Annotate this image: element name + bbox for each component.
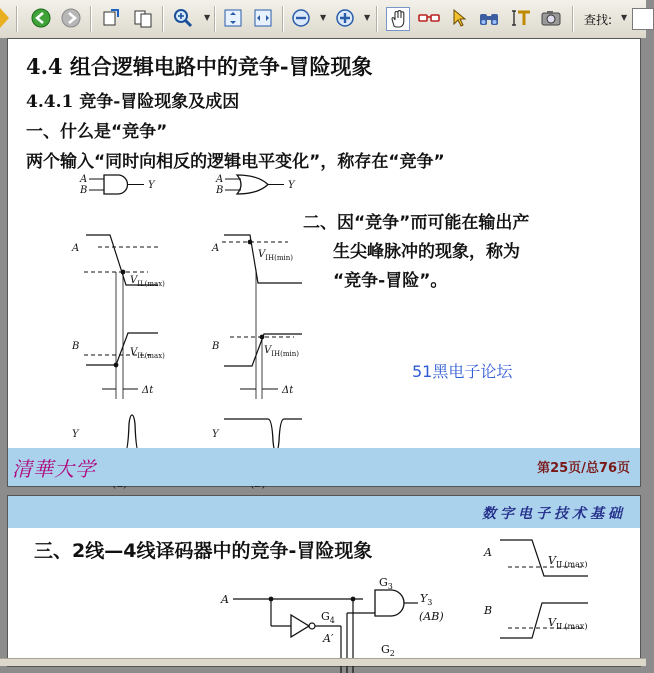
- and-gate-g3: [375, 590, 404, 616]
- vth-symbol: V: [548, 616, 556, 629]
- subsection-heading: 一、什么是“竞争”: [26, 122, 168, 142]
- gate-g3-label: [379, 576, 393, 591]
- output-subscript: 3: [427, 598, 433, 607]
- section-heading: 4.4.1 竞争-冒险现象及成因: [26, 92, 240, 112]
- gate-a-output-y: Y: [148, 180, 155, 191]
- zoom-out-button[interactable]: [290, 7, 312, 29]
- zoom-out-dropdown-icon[interactable]: ▼: [320, 13, 327, 22]
- vth-subscript: IH(min): [265, 254, 293, 262]
- back-arrow-icon: [31, 8, 51, 28]
- status-bar: [0, 658, 646, 666]
- wave-b-label-y: Y: [212, 429, 219, 440]
- gate-subscript: 4: [329, 616, 335, 625]
- wave-b-label-a: A: [212, 243, 220, 254]
- hand-icon: [388, 9, 408, 29]
- page-layout-icon: [133, 8, 153, 28]
- wave-a-delta-t: Δt: [142, 385, 154, 396]
- gate-a-input-a: A: [80, 174, 88, 185]
- wave-a-vth-a: [130, 275, 165, 288]
- plus-circle-icon: [335, 8, 355, 28]
- hand-tool-button[interactable]: [386, 7, 410, 31]
- page-layout-button[interactable]: [132, 7, 154, 29]
- course-title: 数字电子技术基础: [482, 506, 626, 522]
- collapse-arrow-icon[interactable]: [0, 8, 9, 28]
- toolbar-separator: [162, 6, 164, 32]
- toolbar-separator: [214, 6, 216, 32]
- page-title: 三、2线—4线译码器中的竞争-冒险现象: [34, 540, 373, 562]
- rotate-page-icon: [101, 8, 121, 28]
- rotate-page-button[interactable]: [100, 7, 122, 29]
- select-tool-button[interactable]: [448, 7, 470, 29]
- and-gate-a: [79, 174, 156, 196]
- fit-width-button[interactable]: [252, 7, 274, 29]
- gate-g2-label: [381, 643, 395, 658]
- output-y3-expression: (AB): [419, 610, 444, 623]
- reading-glasses-button[interactable]: [418, 7, 440, 29]
- vth-subscript: IL(max): [555, 622, 588, 631]
- output-y3-label: [420, 592, 432, 607]
- vth-symbol: V: [548, 554, 556, 567]
- fit-width-icon: [253, 8, 273, 28]
- vth-subscript: IL(max): [555, 560, 588, 569]
- toolbar-separator: [282, 6, 284, 32]
- search-options-dropdown-icon[interactable]: ▼: [621, 13, 628, 22]
- wave-a-vth-b: [130, 347, 165, 360]
- wave-b-vth-a: [258, 249, 293, 262]
- definition-text: 两个输入“同时向相反的逻辑电平变化”，称存在“竞争”: [26, 152, 445, 172]
- gate-b-input-b: B: [216, 185, 224, 196]
- decoder-wave-label-b: B: [484, 604, 493, 617]
- page-header: [8, 496, 640, 528]
- toolbar: [0, 0, 646, 39]
- output-symbol: Y: [420, 592, 428, 605]
- decoder-wave-vth-a: [548, 554, 588, 569]
- vth-symbol: V: [130, 275, 138, 286]
- wave-a-label-b: B: [72, 341, 80, 352]
- vth-subscript: IL(max): [137, 352, 165, 360]
- vth-symbol: V: [130, 347, 138, 358]
- competition-waveform-figure: [58, 169, 308, 459]
- wave-a-label-y: Y: [72, 429, 79, 440]
- or-gate-b: [215, 174, 296, 196]
- zoom-in-tool-button[interactable]: [172, 7, 194, 29]
- wave-b-delta-t: Δt: [282, 385, 294, 396]
- wave-b-label-b: B: [212, 341, 220, 352]
- forward-button[interactable]: [60, 7, 82, 29]
- back-button[interactable]: [30, 7, 52, 29]
- hazard-line-1: 二、因“竞争”而可能在输出产: [303, 213, 530, 233]
- page-25: [7, 38, 641, 487]
- vth-symbol: V: [258, 249, 266, 260]
- toolbar-separator: [16, 6, 18, 32]
- page-number: 第25页/总76页: [537, 461, 630, 476]
- decoder-waveforms: [478, 536, 638, 666]
- vth-subscript: IL(max): [137, 280, 165, 288]
- vth-symbol: V: [264, 345, 272, 356]
- page-footer: [8, 448, 640, 486]
- vth-subscript: IH(min): [271, 350, 299, 358]
- text-cursor-icon: [510, 8, 532, 28]
- magnifier-plus-icon: [173, 8, 193, 28]
- a-prime-label: A′: [323, 632, 334, 645]
- inverter-g4: [291, 615, 309, 637]
- hazard-definition: [303, 209, 529, 296]
- hazard-line-3: “竞争-冒险”。: [333, 271, 448, 291]
- toolbar-separator: [376, 6, 378, 32]
- gate-symbol: G: [321, 610, 330, 623]
- wave-a-label-a: A: [72, 243, 80, 254]
- minus-circle-icon: [291, 8, 311, 28]
- waveforms-a: [71, 235, 165, 454]
- gate-b-input-a: A: [216, 174, 224, 185]
- gate-subscript: 2: [389, 649, 395, 658]
- toolbar-separator: [90, 6, 92, 32]
- zoom-in-dropdown-icon[interactable]: ▼: [364, 13, 371, 22]
- watermark-text: 51黑电子论坛: [412, 362, 513, 381]
- fit-page-button[interactable]: [222, 7, 244, 29]
- document-viewer[interactable]: [0, 38, 646, 658]
- page-26: [7, 495, 641, 667]
- gate-subscript: 3: [387, 582, 393, 591]
- page-title: 4.4 组合逻辑电路中的竞争-冒险现象: [26, 54, 373, 79]
- gate-g4-label: [321, 610, 335, 625]
- gate-symbol: G: [379, 576, 388, 589]
- tsinghua-logo: 清華大学: [12, 457, 96, 481]
- find-button[interactable]: [478, 7, 500, 29]
- binoculars-icon: [478, 8, 500, 28]
- search-label: 查找:: [584, 13, 613, 27]
- hazard-line-2: 生尖峰脉冲的现象，称为: [333, 242, 520, 262]
- snapshot-button[interactable]: [540, 7, 562, 29]
- text-select-button[interactable]: [510, 7, 532, 29]
- forward-arrow-icon: [61, 8, 81, 28]
- fit-page-icon: [223, 8, 243, 28]
- gate-symbol: G: [381, 643, 390, 656]
- gate-a-input-b: B: [80, 185, 88, 196]
- camera-icon: [540, 8, 562, 28]
- wave-b-vth-b: [264, 345, 299, 358]
- search-input[interactable]: [632, 8, 654, 30]
- zoom-in-button[interactable]: [334, 7, 356, 29]
- circuit-input-a: A: [221, 593, 229, 606]
- decoder-wave-vth-b: [548, 616, 588, 631]
- gate-b-output-y: Y: [288, 180, 295, 191]
- toolbar-separator: [572, 6, 574, 32]
- decoder-wave-label-a: A: [484, 546, 492, 559]
- glasses-icon: [418, 8, 440, 28]
- pointer-arrow-icon: [449, 8, 469, 28]
- zoom-tool-dropdown-icon[interactable]: ▼: [204, 13, 211, 22]
- waveforms-b: [211, 235, 302, 452]
